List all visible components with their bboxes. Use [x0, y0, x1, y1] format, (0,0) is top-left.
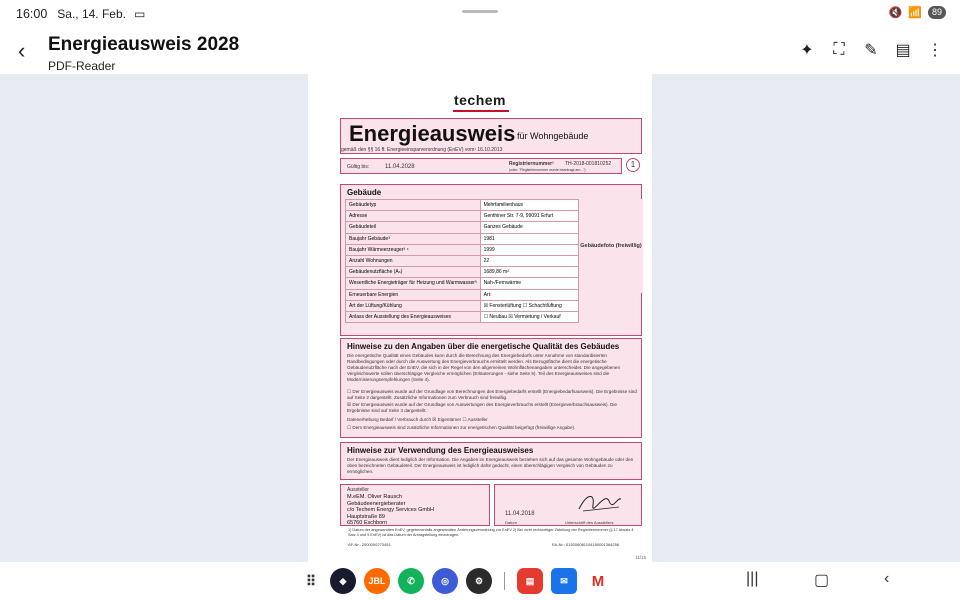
building-table — [345, 199, 579, 323]
jbl-app-icon[interactable]: JBL — [364, 568, 390, 594]
row-value: Genthiner Str. 7-9, 99091 Erfurt — [480, 211, 578, 222]
row-value: ☒ Fensterlüftung ☐ Schachtlüftung — [480, 300, 578, 311]
more-options-icon[interactable]: ⋮ — [927, 42, 943, 59]
row-value: Nah-/Fernwärme — [480, 278, 578, 289]
app-drawer-icon[interactable]: ⠿ — [305, 572, 317, 589]
row-label: Anzahl Wohnungen — [346, 255, 481, 266]
issuer-box — [340, 484, 490, 526]
back-nav-icon[interactable]: ‹ — [884, 570, 890, 587]
ea-number: EA-Nr.: 015206081104180001364256 — [552, 542, 620, 547]
app-dock — [300, 568, 611, 594]
signature-box — [494, 484, 642, 526]
status-bar — [0, 0, 960, 28]
pdf-viewer[interactable] — [0, 74, 960, 562]
app-bar — [0, 28, 960, 74]
row-value: ☐ Neubau ☒ Vermietung / Verkauf — [480, 311, 578, 322]
row-value: Ganzes Gebäude — [480, 222, 578, 233]
row-label: Wesentliche Energieträger für Heizung und Warmwasser³ — [346, 278, 481, 289]
phone-app-icon[interactable]: ✆ — [398, 568, 424, 594]
clock: 16:00 — [16, 7, 48, 21]
fullscreen-icon[interactable]: ⛶ — [833, 41, 845, 58]
af-number: AF-Nr.: 2000000273451 — [348, 542, 391, 547]
table-row — [346, 222, 579, 233]
app-subtitle: PDF-Reader — [48, 59, 116, 73]
reg-note: (oder: "Registriernummer wurde beantragt am...") — [509, 168, 586, 172]
doc-heading-sub: für Wohngebäude — [517, 131, 589, 141]
battery-indicator: 89 — [928, 6, 946, 19]
settings-app-icon[interactable]: ⚙ — [466, 568, 492, 594]
law-reference: gemäß den §§ 16 ff. Energieeinsparverordnung (EnEV) vom¹ 16.10.2013 — [341, 147, 503, 153]
bixby-app-icon[interactable]: ◆ — [330, 568, 356, 594]
row-label: Erneuerbare Energien — [346, 289, 481, 300]
row-label: Baujahr Wärmeerzeuger³ ⁴ — [346, 244, 481, 255]
ai-sparkle-icon[interactable]: ✦ — [800, 42, 814, 59]
table-row — [346, 200, 579, 211]
hints-option-4: ☐ Dem Energieausweis sind zusätzliche Informationen zur energetischen Qualität beigefügt (freiwillige Angabe). — [347, 425, 576, 430]
reg-label: Registriernummer² — [509, 161, 554, 167]
header-box — [340, 118, 642, 154]
hints-text: Die energetische Qualität eines Gebäudes kann durch die Berechnung des Energiebedarfs unter Annahme von standardisierten Randbedingungen oder durch die Auswertung des Energieverbrauchs ermittelt werden. Als Bezugsfläche dient die energetische Gebäudenutzfläche nach der EnEV, die sich in der Regel von den allgemeinen Wohnflächenangaben unterscheidet. Die angegebenen Vergleichswerte sollen überschlägige Vergleiche ermöglichen (Erläuterungen - siehe Seite 5). Teil des Energieausweises sind die Modernisierungsempfehlungen (Seite 4). — [347, 353, 621, 382]
wifi-icon: 📶 — [908, 7, 922, 19]
hints-option-3: Datenerhebung Bedarf / Verbrauch durch ☒ Eigentümer ☐ Aussteller — [347, 417, 488, 422]
mute-icon: 🔇 — [888, 7, 903, 19]
back-button[interactable]: ‹ — [18, 38, 26, 63]
row-value: 1689,86 m² — [480, 267, 578, 278]
page-circle: 1 — [626, 158, 640, 172]
row-value: 1999 — [480, 244, 578, 255]
table-row — [346, 233, 579, 244]
usage-title: Hinweise zur Verwendung des Energieausweises — [347, 446, 534, 455]
row-label: Baujahr Gebäude³ — [346, 233, 481, 244]
hints-option-1: ☐ Der Energieausweis wurde auf der Grundlage von Berechnungen des Energiebedarfs erstellt (Energiebedarfsausweis). Die Ergebnisse sind auf Seite 2 dargestellt. Zusätzliche Informationen zum Verbrauch sind freiwillig. — [347, 389, 637, 400]
page-number: 11/15 — [635, 555, 646, 560]
sign-date: 11.04.2018 — [505, 511, 535, 517]
dock-separator — [504, 572, 505, 590]
photo-placeholder: Gebäudefoto (freiwillig) — [579, 199, 643, 293]
table-row — [346, 244, 579, 255]
section-building-title: Gebäude — [347, 188, 382, 197]
building-section — [340, 184, 642, 336]
row-label: Gebäudenutzfläche (Aₙ) — [346, 267, 481, 278]
drag-handle[interactable] — [462, 10, 498, 13]
table-row — [346, 267, 579, 278]
reg-value: TH-2018-001810252 — [565, 161, 612, 167]
table-row — [346, 211, 579, 222]
table-row — [346, 255, 579, 266]
recent-apps-icon[interactable]: ||| — [746, 570, 759, 587]
pdf-page[interactable] — [308, 74, 652, 562]
sign-label: Unterschrift des Ausstellers — [565, 520, 614, 525]
usage-text: Der Energieausweis dient lediglich der Information. Die Angaben im Energieausweis beziehen sich auf das gesamte Wohngebäude oder den oben bezeichneten Gebäudeteil. Der Energieausweis ist lediglich dafür gedacht, einen überschlägigen Vergleich von Gebäuden zu ermöglichen. — [347, 457, 634, 474]
hints-section — [340, 338, 642, 438]
row-value: 22 — [480, 255, 578, 266]
table-row — [346, 289, 579, 300]
date: Sa., 14. Feb. — [57, 7, 126, 21]
row-label: Adresse — [346, 211, 481, 222]
doc-heading: Energieausweis — [349, 121, 516, 146]
row-value: Art: — [480, 289, 578, 300]
table-row — [346, 311, 579, 322]
row-value: Mehrfamilienhaus — [480, 200, 578, 211]
valid-label: Gültig bis: — [347, 164, 370, 170]
issuer-label: Aussteller — [347, 487, 369, 493]
document-title: Energieausweis 2028 — [48, 34, 240, 55]
signature-image — [575, 489, 625, 515]
home-icon[interactable]: ▢ — [814, 572, 830, 589]
edit-icon[interactable]: ✎ — [864, 42, 878, 59]
row-label: Gebäudeteil — [346, 222, 481, 233]
screenshot-icon: ▭ — [134, 7, 146, 21]
row-label: Anlass der Ausstellung des Energieausweises — [346, 311, 481, 322]
pdf-reader-app-icon[interactable]: ▤ — [517, 568, 543, 594]
row-value: 1981 — [480, 233, 578, 244]
techem-logo: techem — [453, 92, 507, 108]
valid-value: 11.04.2028 — [385, 164, 415, 170]
summary-icon[interactable]: ▤ — [895, 42, 911, 59]
footnote: 1) Datum der angewandten EnEV, gegebenenfalls angewandten Änderungsverordnung zur EnEV 2) Bei nicht rechtzeitiger Zuteilung der Registriernummer (§ 17 Absatz 4 Satz 4 und 5 EnEV) ist das Datum der Antragstellung einzutragen. — [348, 528, 634, 537]
table-row — [346, 300, 579, 311]
table-row — [346, 278, 579, 289]
mail-app-icon[interactable]: ✉ — [551, 568, 577, 594]
row-label: Gebäudetyp — [346, 200, 481, 211]
sign-date-label: Datum — [505, 520, 517, 525]
hints-option-2: ☒ Der Energieausweis wurde auf der Grundlage von Auswertungen des Energieverbrauchs erstellt (Energieverbrauchsausweis). Die Ergebnisse sind auf Seite 3 dargestellt. — [347, 402, 617, 413]
hints-title: Hinweise zu den Angaben über die energetische Qualität des Gebäudes — [347, 342, 620, 351]
validity-box — [340, 158, 622, 174]
usage-section — [340, 442, 642, 480]
internet-app-icon[interactable]: ◎ — [432, 568, 458, 594]
issuer-address: M.eEM. Oliver Rausch Gebäudeenergieberater c/o Techem Energy Services GmbH Hauptstraße 89 65760 Eschborn — [347, 494, 435, 526]
row-label: Art der Lüftung/Kühlung — [346, 300, 481, 311]
taskbar — [0, 562, 960, 600]
gmail-app-icon[interactable]: M — [585, 568, 611, 594]
logo-underline — [453, 110, 509, 112]
